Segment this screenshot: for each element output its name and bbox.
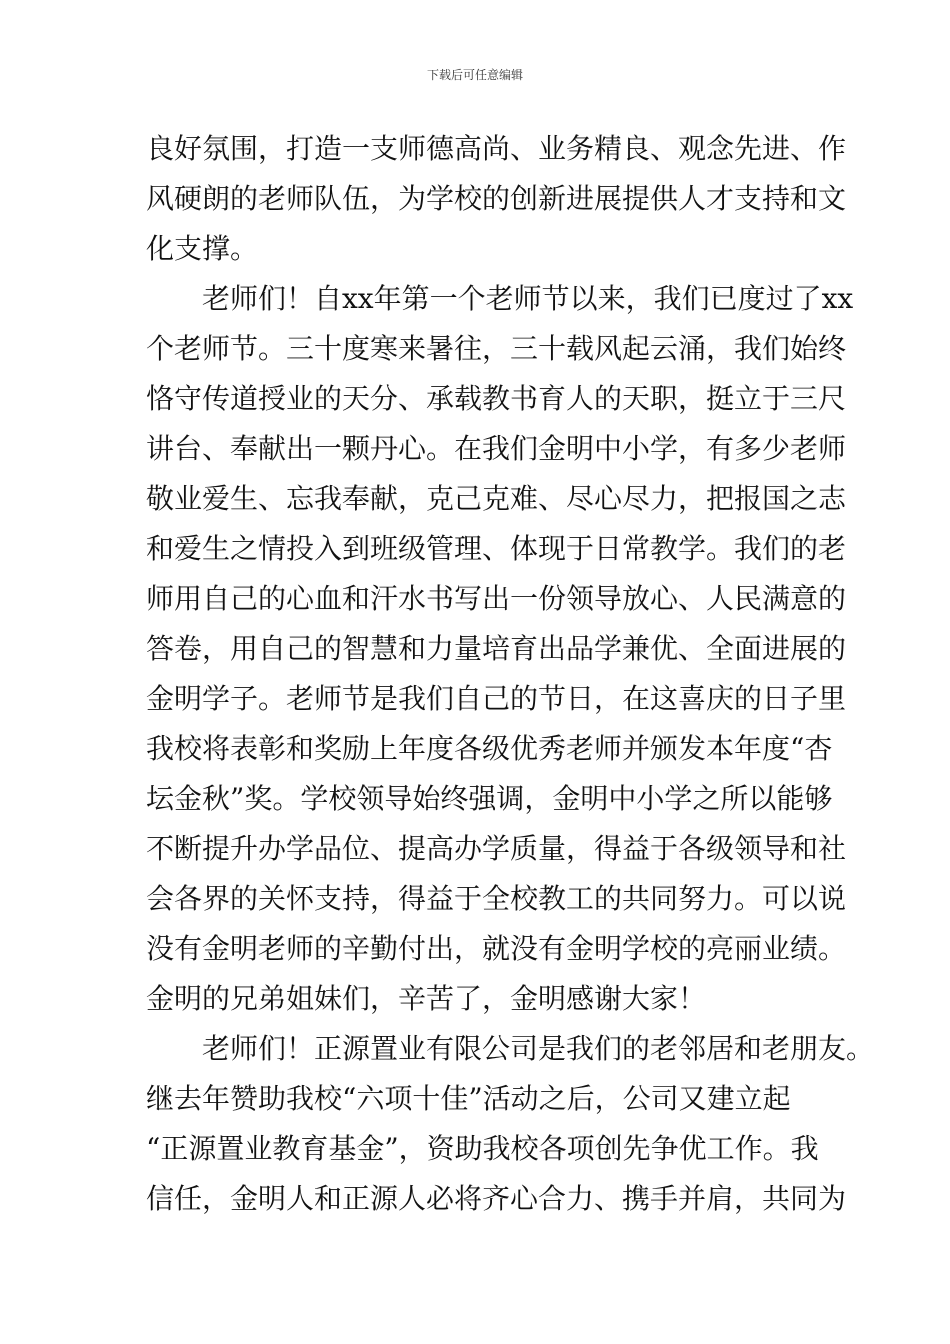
text-line: 师用自己的心血和汗水书写出一份领导放心、人民满意的 bbox=[146, 582, 847, 615]
text-line: 个老师节。三十度寒来暑往，三十载风起云涌，我们始终 bbox=[146, 332, 847, 365]
text-line: 坛金秋”奖。学校领导始终强调，金明中小学之所以能够 bbox=[146, 782, 833, 815]
text-line: 风硬朗的老师队伍，为学校的创新进展提供人才支持和文 bbox=[146, 182, 847, 215]
paragraph-first-line: 老师们！正源置业有限公司是我们的老邻居和老朋友。 bbox=[202, 1032, 875, 1065]
text-line: 没有金明老师的辛勤付出，就没有金明学校的亮丽业绩。 bbox=[146, 932, 847, 965]
text-line: 我校将表彰和奖励上年度各级优秀老师并颁发本年度“杏 bbox=[146, 732, 833, 765]
text-line: 信任，金明人和正源人必将齐心合力、携手并肩，共同为 bbox=[146, 1182, 847, 1215]
text-line: “正源置业教育基金”，资助我校各项创先争优工作。我 bbox=[146, 1132, 819, 1165]
text-line: 和爱生之情投入到班级管理、体现于日常教学。我们的老 bbox=[146, 532, 847, 565]
paragraph-first-line: 老师们！自xx年第一个老师节以来，我们已度过了xx bbox=[202, 282, 854, 315]
text-line: 敬业爱生、忘我奉献，克己克难、尽心尽力，把报国之志 bbox=[146, 482, 847, 515]
document-body bbox=[146, 124, 875, 1224]
text-line: 会各界的关怀支持，得益于全校教工的共同努力。可以说 bbox=[146, 882, 847, 915]
text-line: 继去年赞助我校“六项十佳”活动之后，公司又建立起 bbox=[146, 1082, 791, 1115]
text-line: 化支撑。 bbox=[146, 232, 259, 265]
text-line: 恪守传道授业的天分、承载教书育人的天职，挺立于三尺 bbox=[146, 382, 847, 415]
text-line: 讲台、奉献出一颗丹心。在我们金明中小学，有多少老师 bbox=[146, 432, 847, 465]
text-line: 金明的兄弟姐妹们，辛苦了，金明感谢大家！ bbox=[146, 982, 707, 1015]
page-header-note: 下载后可任意编辑 bbox=[426, 68, 523, 82]
text-line: 不断提升办学品位、提高办学质量，得益于各级领导和社 bbox=[146, 832, 847, 865]
text-line: 答卷，用自己的智慧和力量培育出品学兼优、全面进展的 bbox=[146, 632, 847, 665]
text-line: 良好氛围，打造一支师德高尚、业务精良、观念先进、作 bbox=[146, 132, 847, 165]
text-line: 金明学子。老师节是我们自己的节日，在这喜庆的日子里 bbox=[146, 682, 847, 715]
